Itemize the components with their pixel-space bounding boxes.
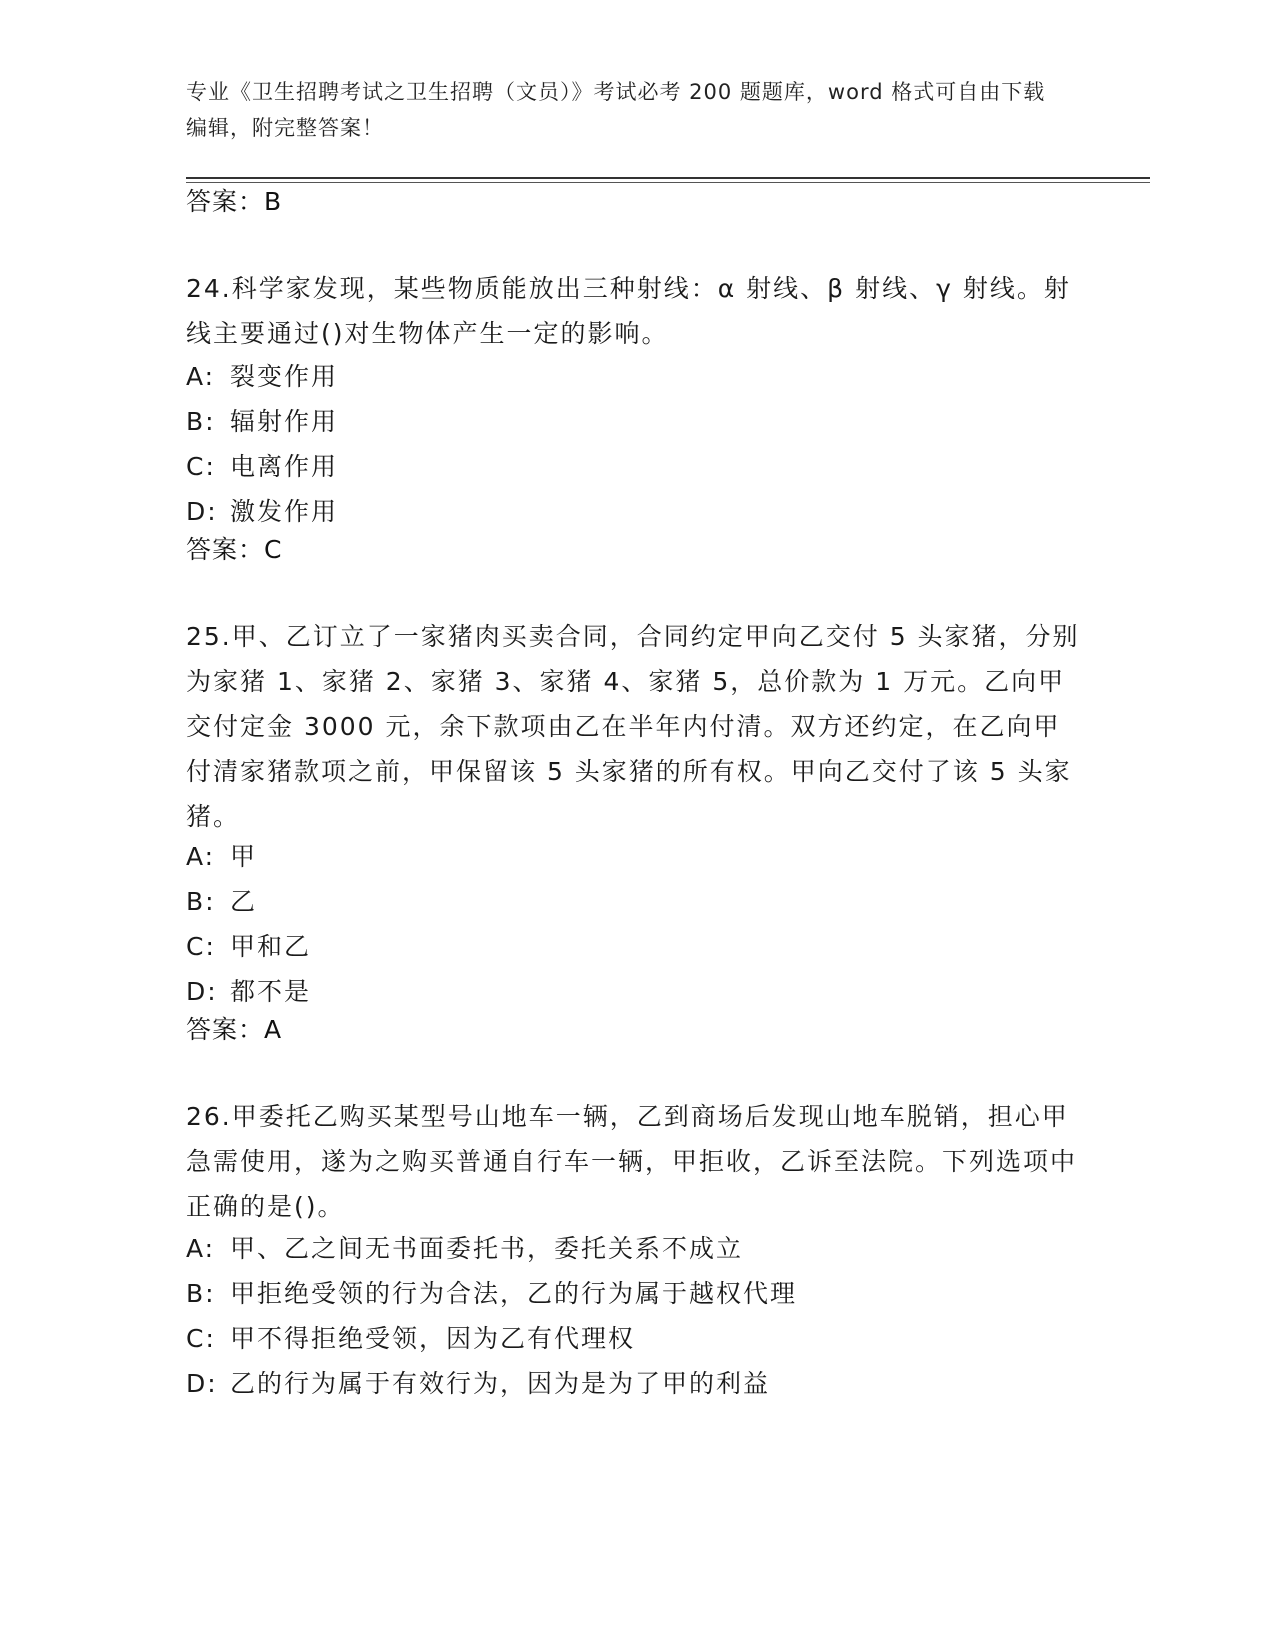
- question-24-options: [186, 354, 1086, 534]
- question-25-options: [186, 834, 1086, 1014]
- option-letter: A:: [186, 842, 216, 871]
- option-d: [186, 969, 1086, 1014]
- option-text: 乙的行为属于有效行为，因为是为了甲的利益: [230, 1369, 771, 1398]
- option-text: 都不是: [230, 977, 312, 1006]
- option-d: [186, 489, 1086, 534]
- question-26-stem: 26.甲委托乙购买某型号山地车一辆，乙到商场后发现山地车脱销，担心甲急需使用，遂为之购买普通自行车一辆，甲拒收，乙诉至法院。下列选项中正确的是()。: [186, 1102, 1078, 1221]
- question-24-stem: 24.科学家发现，某些物质能放出三种射线：α 射线、β 射线、γ 射线。射线主要通过()对生物体产生一定的影响。: [186, 274, 1071, 348]
- option-a: [186, 354, 1086, 399]
- answer-previous: 答案：B: [186, 187, 283, 216]
- question-25-answer: 答案：A: [186, 1015, 283, 1044]
- option-letter: B:: [186, 887, 216, 916]
- option-d: [186, 1361, 1086, 1406]
- option-letter: A:: [186, 1234, 216, 1263]
- option-c: [186, 1316, 1086, 1361]
- option-c: [186, 924, 1086, 969]
- header-divider-thick: [186, 177, 1150, 179]
- option-text: 甲: [230, 842, 258, 871]
- option-letter: C:: [186, 452, 216, 481]
- option-text: 辐射作用: [230, 407, 339, 436]
- question-26-options: [186, 1226, 1086, 1406]
- option-text: 甲不得拒绝受领，因为乙有代理权: [230, 1324, 636, 1353]
- option-a: [186, 1226, 1086, 1271]
- option-letter: C:: [186, 1324, 216, 1353]
- option-letter: A:: [186, 362, 216, 391]
- option-letter: B:: [186, 1279, 216, 1308]
- option-text: 乙: [230, 887, 258, 916]
- option-text: 甲和乙: [230, 932, 312, 961]
- option-c: [186, 444, 1086, 489]
- option-a: [186, 834, 1086, 879]
- question-25-stem: 25.甲、乙订立了一家猪肉买卖合同，合同约定甲向乙交付 5 头家猪，分别为家猪 1、家猪 2、家猪 3、家猪 4、家猪 5，总价款为 1 万元。乙向甲交付定金 3000 元，余下款项由乙在半年内付清。双方还约定，在乙向甲付清家猪款项之前，甲保留该 5 头家猪的所有权。甲向乙交付了该 5 头家猪。: [186, 622, 1080, 831]
- question-24-answer: 答案：C: [186, 535, 283, 564]
- option-letter: D:: [186, 1369, 218, 1398]
- option-text: 裂变作用: [230, 362, 339, 391]
- page-header: 专业《卫生招聘考试之卫生招聘（文员）》考试必考 200 题题库，word 格式可自由下载编辑，附完整答案！: [186, 80, 1046, 140]
- option-b: [186, 879, 1086, 924]
- option-b: [186, 1271, 1086, 1316]
- option-text: 甲拒绝受领的行为合法，乙的行为属于越权代理: [230, 1279, 798, 1308]
- option-letter: D:: [186, 497, 218, 526]
- option-letter: C:: [186, 932, 216, 961]
- option-text: 激发作用: [230, 497, 339, 526]
- option-letter: B:: [186, 407, 216, 436]
- header-divider-thin: [186, 182, 1150, 183]
- option-b: [186, 399, 1086, 444]
- option-text: 甲、乙之间无书面委托书，委托关系不成立: [230, 1234, 744, 1263]
- option-text: 电离作用: [230, 452, 339, 481]
- option-letter: D:: [186, 977, 218, 1006]
